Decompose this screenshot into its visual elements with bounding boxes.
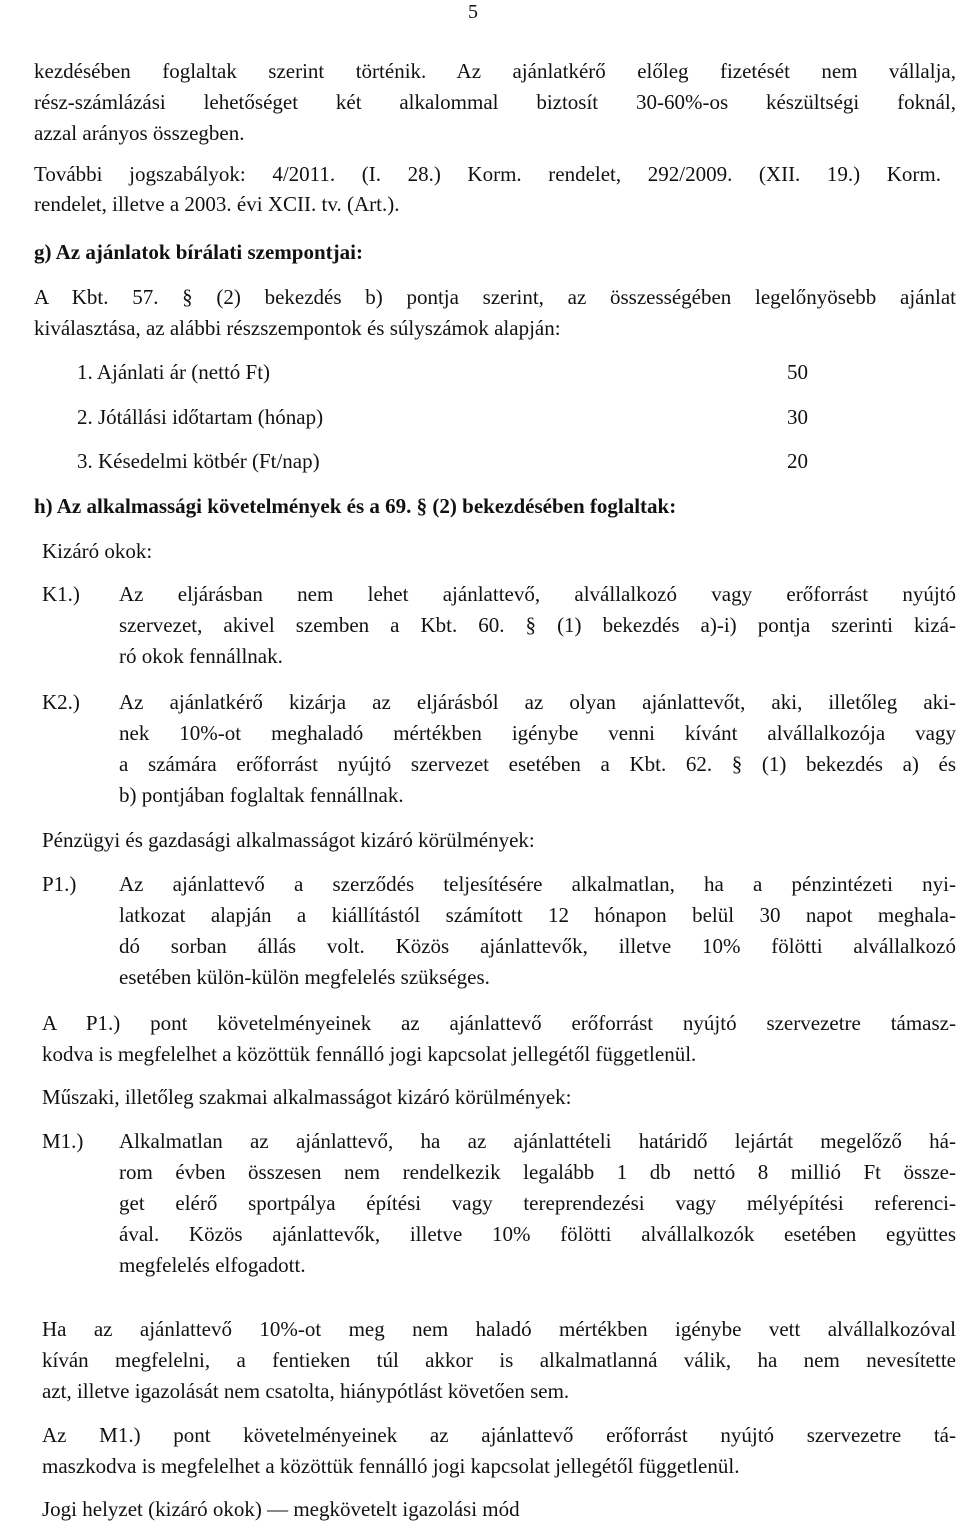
k1-label: K1.)	[42, 582, 80, 606]
criteria-item-weight: 50	[787, 360, 808, 384]
p1-line: Az ajánlattevő a szerződés teljesítésére alkalmatlan, ha a pénzintézeti nyi-	[119, 872, 956, 896]
m1-label: M1.)	[42, 1129, 84, 1153]
p1-label: P1.)	[42, 872, 77, 896]
k1-line: ró okok fennállnak.	[119, 644, 283, 668]
text-line: A Kbt. 57. § (2) bekezdés b) pontja szerint, az összességében legelőnyösebb ajánlat	[34, 285, 956, 309]
k1-line: Az eljárásban nem lehet ajánlattevő, alvállalkozó vagy erőforrást nyújtó	[119, 582, 956, 606]
muszaki-heading: Műszaki, illetőleg szakmai alkalmasságot kizáró körülmények:	[42, 1085, 572, 1109]
criteria-item-weight: 20	[787, 449, 808, 473]
k2-line: b) pontjában foglaltak fennállnak.	[119, 783, 404, 807]
m1-line: Alkalmatlan az ajánlattevő, ha az ajánlattételi határidő lejártát megelőző há-	[119, 1129, 956, 1153]
section-heading-g: g) Az ajánlatok bírálati szempontjai:	[34, 240, 363, 264]
p1-line: latkozat alapján a kiállítástól számított 12 hónapon belül 30 napot meghala-	[119, 903, 956, 927]
m1-line: get elérő sportpálya építési vagy tereprendezési vagy mélyépítési referenci-	[119, 1191, 956, 1215]
m1-line: megfelelés elfogadott.	[119, 1253, 306, 1277]
legal-status-line: Jogi helyzet (kizáró okok) — megkövetelt igazolási mód	[42, 1497, 520, 1521]
k1-line: szervezet, akivel szemben a Kbt. 60. § (1) bekezdés a)-i) pontja szerinti kizá-	[119, 613, 956, 637]
k2-line: nek 10%-ot meghaladó mértékben igénybe venni kívánt alvállalkozója vagy	[119, 721, 956, 745]
criteria-item-label: 2. Jótállási időtartam (hónap)	[77, 405, 324, 429]
penzugyi-heading: Pénzügyi és gazdasági alkalmasságot kizáró körülmények:	[42, 828, 535, 852]
kizaro-heading: Kizáró okok:	[42, 539, 153, 563]
sub-note-line: azt, illetve igazolását nem csatolta, hiánypótlást követően sem.	[42, 1379, 570, 1403]
m1-line: ával. Közös ajánlattevők, illetve 10% fölötti alvállalkozók esetében együttes	[119, 1222, 956, 1246]
criteria-item-label: 1. Ajánlati ár (nettó Ft)	[77, 360, 271, 384]
text-line: kezdésében foglaltak szerint történik. Az ajánlatkérő előleg fizetését nem vállalja,	[34, 59, 956, 83]
m1-note-line: Az M1.) pont követelményeinek az ajánlattevő erőforrást nyújtó szervezetre tá-	[42, 1423, 956, 1447]
text-line: kiválasztása, az alábbi részszempontok és súlyszámok alapján:	[34, 316, 561, 340]
p1-note-line: kodva is megfelelhet a közöttük fennálló jogi kapcsolat jellegétől függetlenül.	[42, 1042, 697, 1066]
sub-note-line: kíván megfelelni, a fentieken túl akkor is alkalmatlanná válik, ha nem nevesítette	[42, 1348, 956, 1372]
p1-note-line: A P1.) pont követelményeinek az ajánlattevő erőforrást nyújtó szervezetre támasz-	[42, 1011, 956, 1035]
k2-label: K2.)	[42, 690, 80, 714]
p1-line: dó sorban állás volt. Közös ajánlattevők, illetve 10% fölötti alvállalkozó	[119, 934, 956, 958]
criteria-item-weight: 30	[787, 405, 808, 429]
sub-note-line: Ha az ajánlattevő 10%-ot meg nem haladó mértékben igénybe vett alvállalkozóval	[42, 1317, 956, 1341]
section-heading-h: h) Az alkalmassági követelmények és a 69. § (2) bekezdésében foglaltak:	[34, 494, 677, 518]
criteria-item-label: 3. Késedelmi kötbér (Ft/nap)	[77, 449, 320, 473]
text-line: További jogszabályok: 4/2011. (I. 28.) Korm. rendelet, 292/2009. (XII. 19.) Korm.	[34, 162, 941, 186]
m1-line: rom évben összesen nem rendelkezik legalább 1 db nettó 8 millió Ft össze-	[119, 1160, 956, 1184]
k2-line: Az ajánlatkérő kizárja az eljárásból az olyan ajánlattevőt, aki, illetőleg aki-	[119, 690, 956, 714]
m1-note-line: maszkodva is megfelelhet a közöttük fennálló jogi kapcsolat jellegétől függetlenül.	[42, 1454, 740, 1478]
text-line: rendelet, illetve a 2003. évi XCII. tv. (Art.).	[34, 192, 400, 216]
p1-line: esetében külön-külön megfelelés szükséges.	[119, 965, 490, 989]
text-line: azzal arányos összegben.	[34, 121, 245, 145]
page-number: 5	[468, 1, 478, 23]
k2-line: a számára erőforrást nyújtó szervezet esetében a Kbt. 62. § (1) bekezdés a) és	[119, 752, 956, 776]
text-line: rész-számlázási lehetőséget két alkalommal biztosít 30-60%-os készültségi foknál,	[34, 90, 956, 114]
